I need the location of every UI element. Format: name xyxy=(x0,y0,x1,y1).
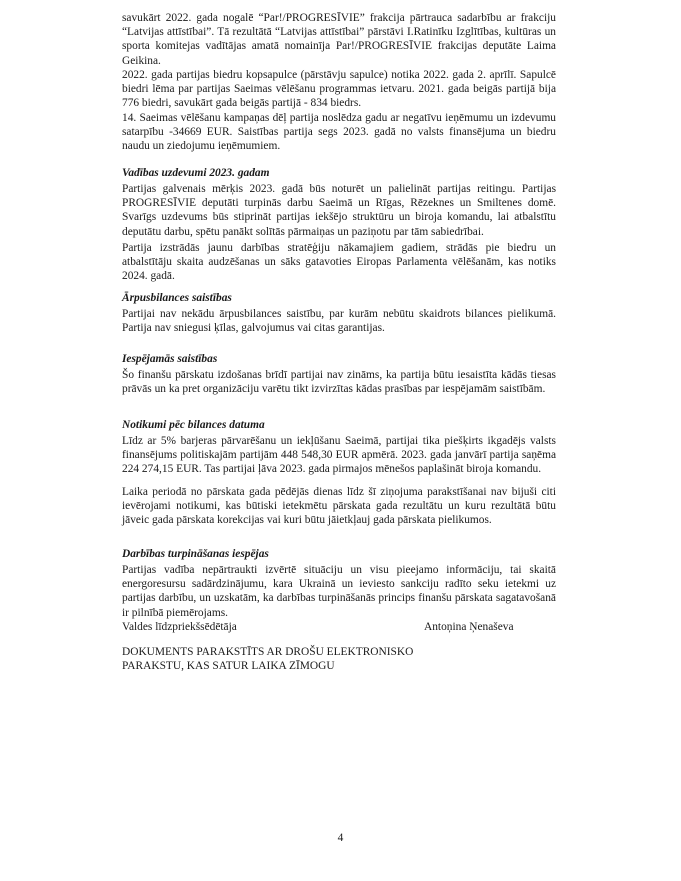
paragraph-goals-2: Partija izstrādās jaunu darbības stratēģiju nākamajiem gadiem, strādās pie biedru un atbalstītāju skaita audzēšanas un sāks gatavoties Eiropas Parlamenta vēlēšanām, kas notiks 2024. gadā. xyxy=(122,242,556,283)
paragraph-contingent: Šo finanšu pārskatu izdošanas brīdī partijai nav zināms, ka partija būtu iesaistīta kādās tiesas prāvās un ka pret organizāciju varētu tikt izvirzītas kādas prasības par iespējamām saistībām. xyxy=(122,369,556,396)
heading-iespejamas: Iespējamās saistības xyxy=(122,353,218,365)
heading-vadibas-uzdevumi: Vadības uzdevumi 2023. gadam xyxy=(122,167,270,179)
paragraph-goals-1: Partijas galvenais mērķis 2023. gadā būs noturēt un palielināt partijas reitingu. Partijas PROGRESĪVIE deputāti turpinās darbu Saeimā un Rīgas, Rēzeknes un Smiltenes domē. Svarīgs uzdevums būs stiprināt partijas iekšējo struktūru un biroja komandu, lai atbalstītu deputātu darbu, spētu panākt solītās pārmaiņas un paziņotu par tām sabiedrībai. xyxy=(122,183,556,238)
page-number: 4 xyxy=(337,832,344,844)
paragraph-offbalance: Partijai nav nekādu ārpusbilances saistību, par kurām nebūtu skaidrots bilances pielikumā. Partija nav sniegusi ķīlas, galvojumus vai citas garantijas. xyxy=(122,308,556,335)
e-signature-notice: DOKUMENTS PARAKSTĪTS AR DROŠU ELEKTRONISKO PARAKSTU, KAS SATUR LAIKA ZĪMOGU xyxy=(122,646,414,673)
heading-notikumi: Notikumi pēc bilances datuma xyxy=(122,419,265,431)
paragraph-continuity: Partijas vadība nepārtraukti izvērtē situāciju un visu pieejamo informāciju, tai skaitā energoresursu sadārdzinājumu, kara Ukrainā un ieviesto sankciju radīto seku ietekmi uz partijas darbību, un uzskatām, ka darbības turpināšanās princips finanšu pārskata sagatavošanā ir pilnībā piemērojams. xyxy=(122,564,556,619)
heading-darbibas-turpinasana: Darbības turpināšanas iespējas xyxy=(122,548,269,560)
paragraph-kampana: 14. Saeimas vēlēšanu kampaņas dēļ partija noslēdza gadu ar negatīvu ieņēmumu un izdevumu satarpību -34669 EUR. Saistības partija segs 2023. gadā no valsts finansējuma un biedru naudu un ziedojumu ieņēmumiem. xyxy=(122,112,556,153)
paragraph-events-2: Laika periodā no pārskata gada pēdējās dienas līdz šī ziņojuma parakstīšanai nav bijuši citi ievērojami notikumi, kas būtiski ietekmētu pārskata gada rezultātu un kuru rezultātā būtu jāveic gada pārskata korekcijas vai kuri būtu jāietkļauj gada pārskata pielikumos. xyxy=(122,486,556,527)
paragraph-kopsapulce: 2022. gada partijas biedru kopsapulce (pārstāvju sapulce) notika 2022. gada 2. aprīlī. Sapulcē biedri lēma par partijas Saeimas vēlēšanu programmas ietvaru. 2021. gada beigās partijā bija 776 biedri, savukārt gada beigās partijā - 834 biedrs. xyxy=(122,69,556,110)
paragraph-frakcija: savukārt 2022. gada nogalē “Par!/PROGRESĪVIE” frakcija pārtrauca sadarbību ar frakciju “Latvijas attīstībai”. Tā rezultātā “Latvijas attīstībai” pārstāvi I.Ratinīku Izglītības, kultūras un sporta komitejas vadītājas amatā nomainīja Par!/PROGRESĪVIE frakcijas deputāte Laima Geikina. xyxy=(122,12,556,67)
signatory-name: Antoņina Ņenaševa xyxy=(424,621,514,633)
signatory-role: Valdes līdzpriekšsēdētāja xyxy=(122,621,237,633)
paragraph-events-1: Līdz ar 5% barjeras pārvarēšanu un iekļūšanu Saeimā, partijai tika piešķirts ikgadējs valsts finansējums politiskajām partijām 448 548,30 EUR apmērā. 2023. gada janvārī partija saņēma 224 274,15 EUR. Tas partijai ļāva 2023. gada pirmajos mēnešos paplašināt biroja komandu. xyxy=(122,435,556,476)
heading-arpusbilances: Ārpusbilances saistības xyxy=(122,292,232,304)
